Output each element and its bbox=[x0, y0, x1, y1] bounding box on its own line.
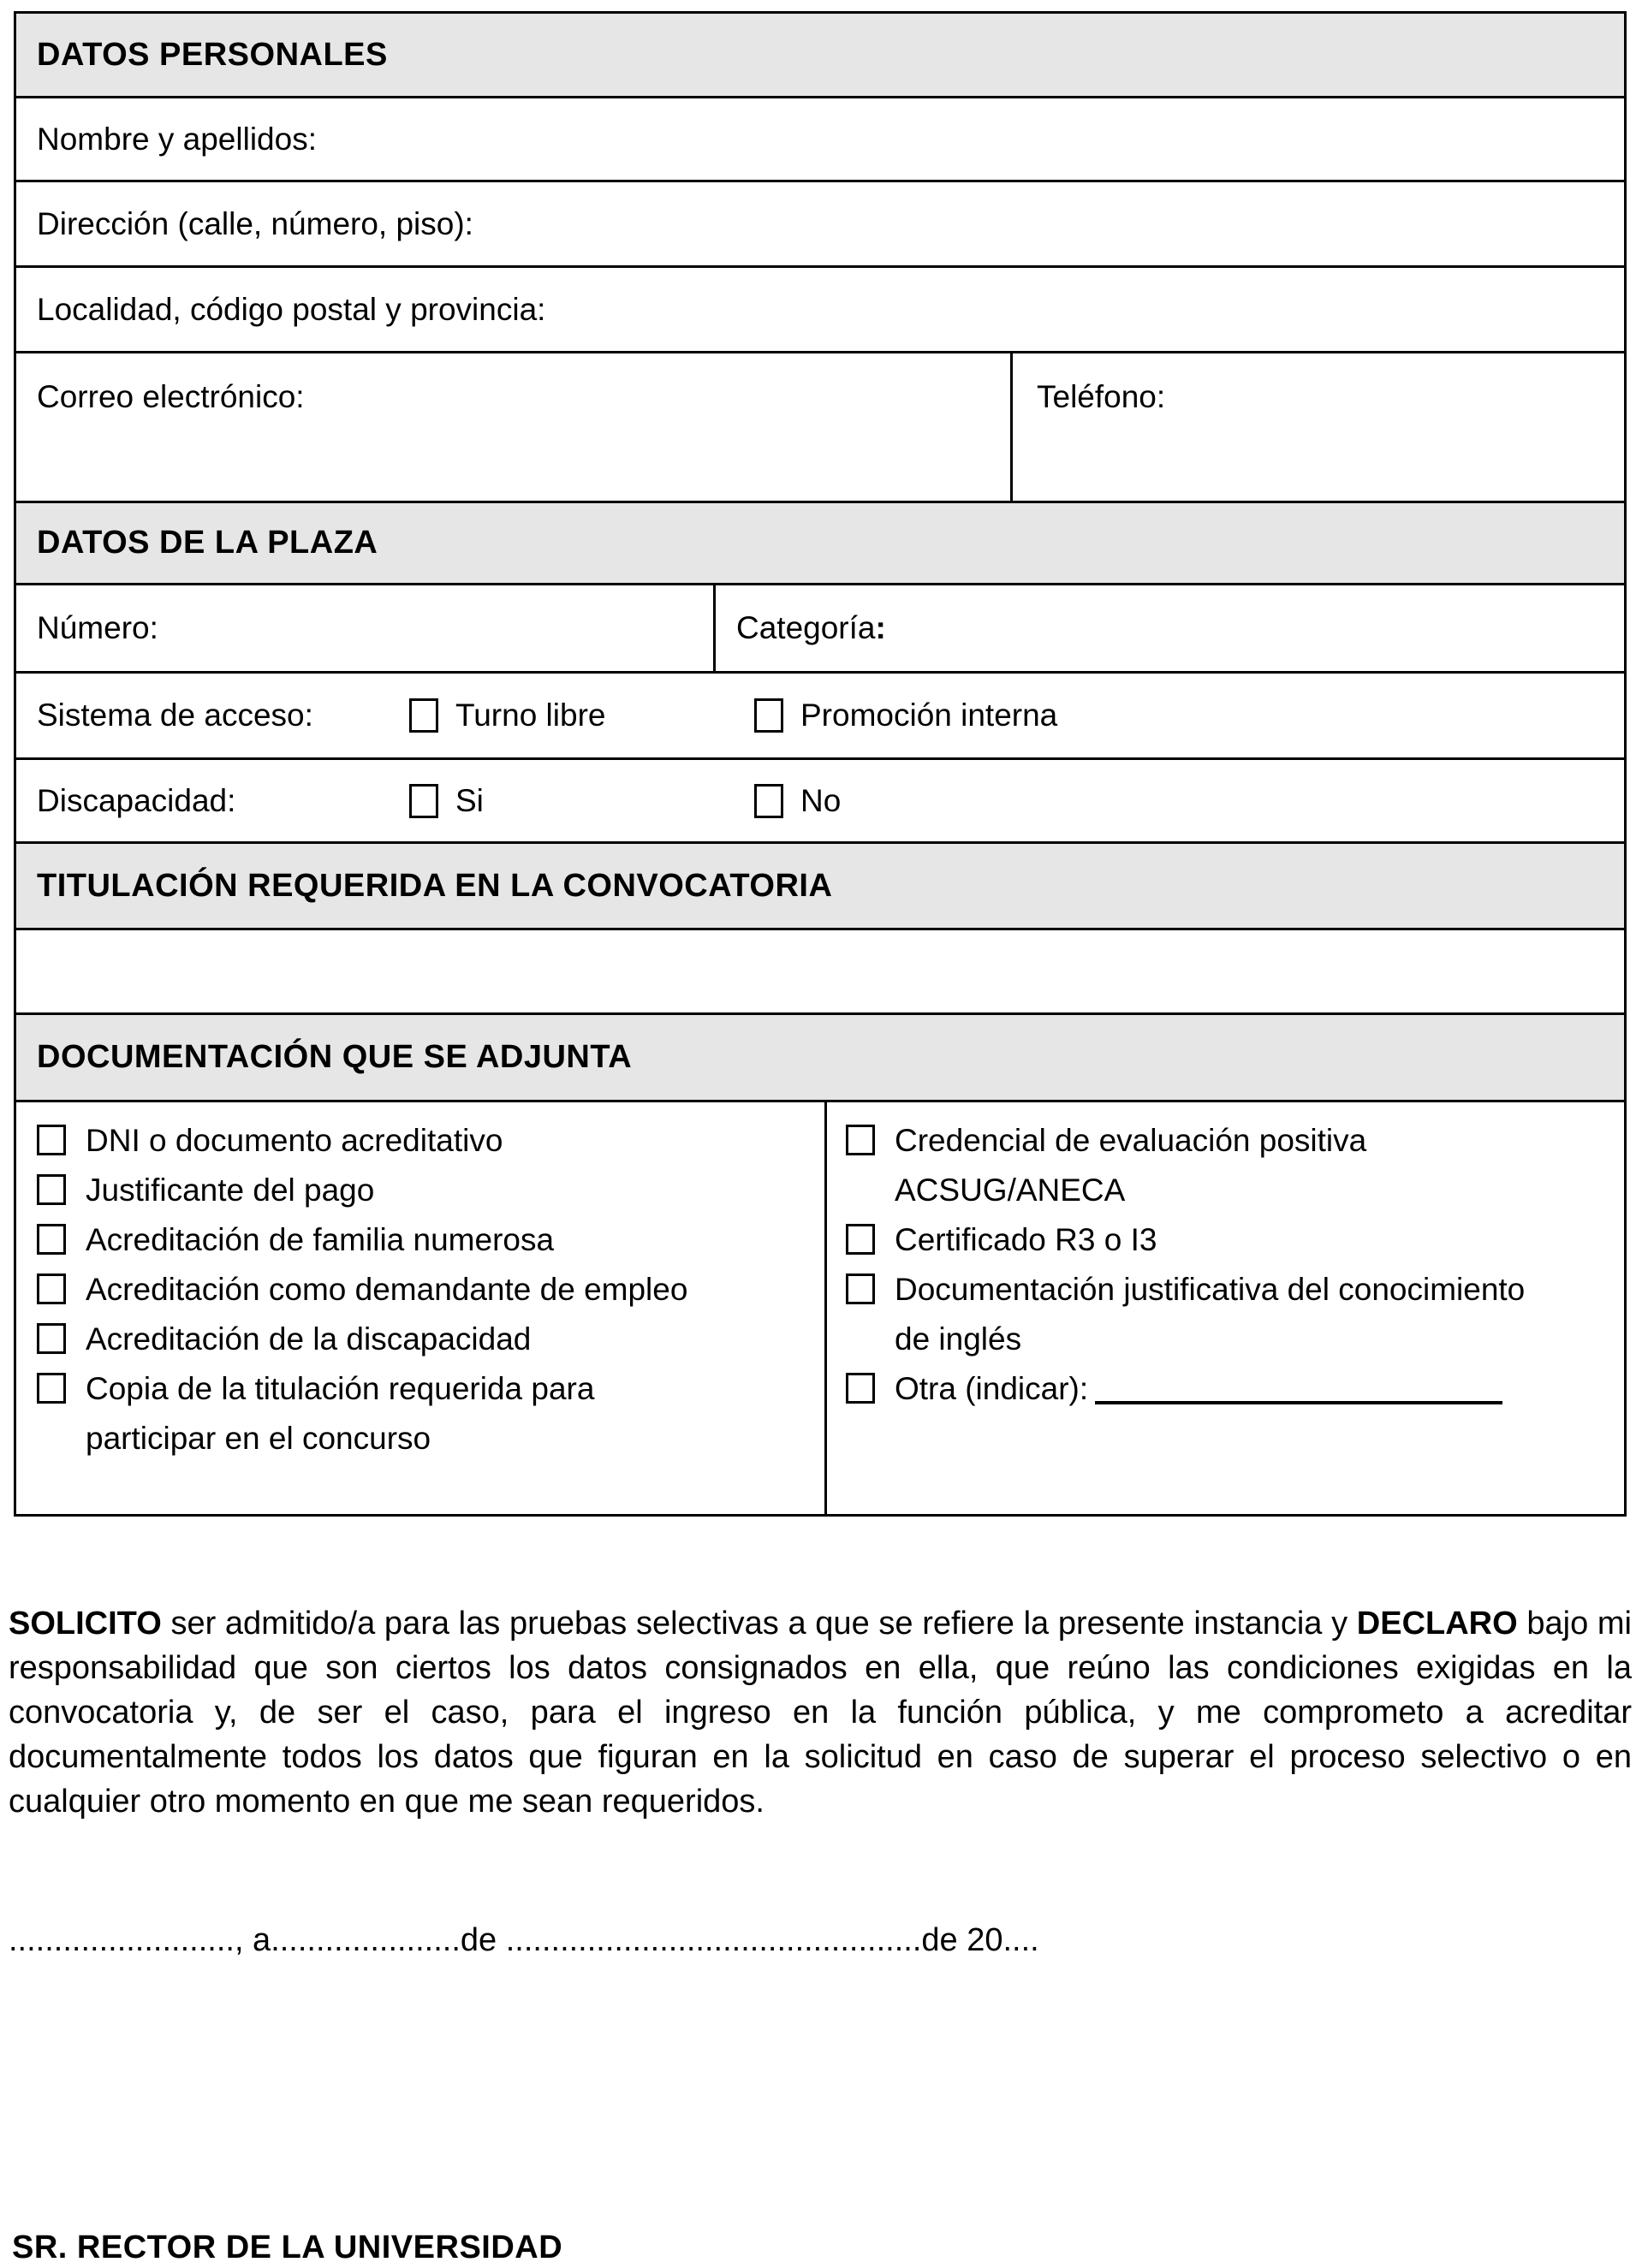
checkbox-certificado-r3-i3[interactable] bbox=[846, 1224, 875, 1255]
checkbox-promocion-interna[interactable] bbox=[754, 698, 783, 733]
discapacidad-si-label: Si bbox=[455, 782, 484, 818]
titulacion-field[interactable] bbox=[16, 930, 1624, 1015]
discapacidad-label: Discapacidad: bbox=[37, 782, 236, 818]
doc-item-label: Certificado R3 o I3 bbox=[895, 1222, 1157, 1257]
section-title: DATOS PERSONALES bbox=[37, 36, 388, 73]
doc-item-label: Acreditación como demandante de empleo bbox=[86, 1272, 688, 1307]
direccion-label: Dirección (calle, número, piso): bbox=[37, 205, 473, 241]
categoria-label: Categoría bbox=[736, 610, 876, 645]
checkbox-justificante-pago[interactable] bbox=[37, 1174, 66, 1205]
promocion-interna-option bbox=[754, 698, 1057, 733]
doc-item-dni bbox=[37, 1116, 824, 1166]
doc-item-acreditacion-discapacidad bbox=[37, 1315, 824, 1364]
doc-item-label: DNI o documento acreditativo bbox=[86, 1123, 503, 1158]
checkbox-familia-numerosa[interactable] bbox=[37, 1224, 66, 1255]
discapacidad-no-option bbox=[754, 783, 841, 819]
checkbox-acreditacion-discapacidad[interactable] bbox=[37, 1323, 66, 1354]
categoria-colon: : bbox=[875, 610, 886, 645]
doc-item-credencial bbox=[846, 1116, 1624, 1215]
doc-item-label: Acreditación de familia numerosa bbox=[86, 1222, 555, 1257]
section-title: DOCUMENTACIÓN QUE SE ADJUNTA bbox=[37, 1039, 633, 1075]
telefono-field[interactable] bbox=[1013, 353, 1624, 501]
localidad-field[interactable] bbox=[16, 268, 1624, 353]
nombre-apellidos-field[interactable] bbox=[16, 98, 1624, 182]
date-fill-line[interactable]: ........................., a.....................de ..............................................de 20.... bbox=[9, 1922, 1039, 1958]
checkbox-discapacidad-no[interactable] bbox=[754, 784, 783, 818]
addressee-title: SR. RECTOR DE LA UNIVERSIDAD bbox=[12, 2229, 563, 2265]
checkbox-demandante-empleo[interactable] bbox=[37, 1274, 66, 1304]
numero-field[interactable] bbox=[16, 585, 716, 671]
doc-item-label: Copia de la titulación requerida para participar en el concurso bbox=[86, 1371, 595, 1456]
doc-item-label: Credencial de evaluación positiva ACSUG/ANECA bbox=[895, 1123, 1367, 1208]
otra-indicar-fill-line[interactable] bbox=[1095, 1399, 1502, 1404]
doc-item-conocimiento-ingles bbox=[846, 1265, 1624, 1364]
section-header-documentacion bbox=[16, 1015, 1624, 1102]
doc-item-label: Acreditación de la discapacidad bbox=[86, 1321, 532, 1357]
promocion-interna-label: Promoción interna bbox=[800, 698, 1058, 733]
turno-libre-option bbox=[409, 698, 605, 733]
documentacion-col-left bbox=[16, 1102, 827, 1514]
checkbox-conocimiento-ingles[interactable] bbox=[846, 1274, 875, 1304]
discapacidad-si-option bbox=[409, 783, 484, 819]
doc-item-otra bbox=[846, 1364, 1624, 1414]
doc-item-label: Otra (indicar): bbox=[895, 1364, 1502, 1414]
doc-item-label: Documentación justificativa del conocimiento de inglés bbox=[895, 1272, 1526, 1357]
sistema-acceso-label: Sistema de acceso: bbox=[37, 698, 313, 733]
numero-categoria-row bbox=[16, 585, 1624, 674]
documentacion-col-right bbox=[827, 1102, 1624, 1514]
solicitud-form-table bbox=[14, 11, 1627, 1517]
discapacidad-row bbox=[16, 760, 1624, 844]
section-title: DATOS DE LA PLAZA bbox=[37, 525, 378, 561]
section-title: TITULACIÓN REQUERIDA EN LA CONVOCATORIA bbox=[37, 867, 833, 904]
section-header-datos-plaza bbox=[16, 503, 1624, 585]
doc-item-copia-titulacion bbox=[37, 1364, 824, 1464]
checkbox-credencial[interactable] bbox=[846, 1125, 875, 1155]
doc-item-justificante-pago bbox=[37, 1166, 824, 1215]
numero-label: Número: bbox=[37, 610, 158, 645]
correo-telefono-row bbox=[16, 353, 1624, 503]
direccion-field[interactable] bbox=[16, 182, 1624, 268]
doc-item-certificado-r3-i3 bbox=[846, 1215, 1624, 1265]
checkbox-dni[interactable] bbox=[37, 1125, 66, 1155]
checkbox-discapacidad-si[interactable] bbox=[409, 784, 438, 818]
checkbox-turno-libre[interactable] bbox=[409, 698, 438, 733]
doc-item-demandante-empleo bbox=[37, 1265, 824, 1315]
nombre-apellidos-label: Nombre y apellidos: bbox=[37, 121, 317, 157]
declaration-paragraph: SOLICITO ser admitido/a para las pruebas selectivas a que se refiere la presente instancia y DECLARO bajo mi responsabilidad que son ciertos los datos consignados en ella, que reúno las condiciones exigidas en la convocatoria y, de ser el caso, para el ingreso en la función pública, y me comprometo a acreditar documentalmente todos los datos que figuran en la solicitud en caso de superar el proceso selectivo o en cualquier otro momento en que me sean requeridos. bbox=[9, 1606, 1633, 1820]
declaro-keyword: DECLARO bbox=[1356, 1606, 1518, 1642]
doc-item-familia-numerosa bbox=[37, 1215, 824, 1265]
turno-libre-label: Turno libre bbox=[455, 698, 606, 733]
localidad-label: Localidad, código postal y provincia: bbox=[37, 291, 546, 327]
discapacidad-no-label: No bbox=[800, 782, 842, 818]
documentacion-checklist bbox=[16, 1102, 1624, 1514]
telefono-label: Teléfono: bbox=[1037, 379, 1166, 414]
correo-field[interactable] bbox=[16, 353, 1013, 501]
checkbox-copia-titulacion[interactable] bbox=[37, 1373, 66, 1404]
sistema-acceso-row bbox=[16, 674, 1624, 760]
solicito-keyword: SOLICITO bbox=[9, 1606, 162, 1642]
correo-label: Correo electrónico: bbox=[37, 379, 305, 414]
categoria-field[interactable] bbox=[716, 585, 1624, 671]
section-header-datos-personales bbox=[16, 14, 1624, 98]
doc-item-label: Justificante del pago bbox=[86, 1173, 375, 1208]
section-header-titulacion bbox=[16, 844, 1624, 930]
checkbox-otra[interactable] bbox=[846, 1373, 875, 1404]
